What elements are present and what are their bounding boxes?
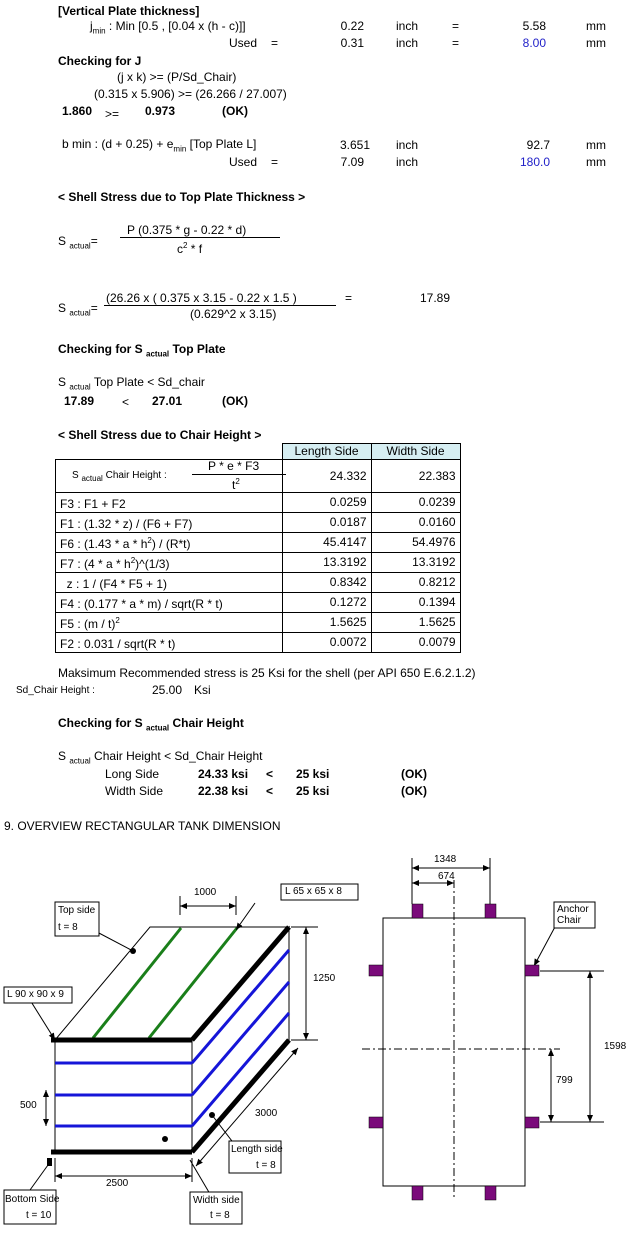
bottom-side-marker: [47, 1158, 52, 1166]
top-plate-op: <: [122, 395, 130, 409]
row-label: F4 : (0.177 * a * m) / sqrt(R * t): [56, 593, 283, 613]
jmin-formula: $j_{min}$ : Min [0.5 , [0.04 x (h - c)]]: [90, 19, 246, 36]
check-j-line2: (0.315 x 5.906) >= (26.266 / 27.007): [94, 87, 287, 101]
top-side-label: Top side: [58, 905, 96, 916]
check-j-val1: 1.860: [62, 104, 93, 118]
top-side-dot: [130, 948, 136, 954]
sactual-chair-label: S $_{actual}$ Chair Height : P * e * F3 $t^2$: [56, 460, 283, 493]
row-label: F5 : (m / t)$^2$: [56, 613, 283, 633]
row-width-value: 0.0079: [371, 633, 460, 653]
overview-heading: 9. OVERVIEW RECTANGULAR TANK DIMENSION: [4, 819, 281, 833]
used-unit-inch: inch: [396, 36, 419, 50]
used-inch: 0.31: [340, 36, 364, 50]
top-plate-ok: (OK): [222, 394, 248, 408]
long-side-ok: (OK): [401, 767, 427, 781]
check-j-line1: (j x k) >= (P/Sd_Chair): [117, 70, 237, 84]
side-stiffener-2: [192, 982, 289, 1095]
top-stiffener-2: [149, 928, 237, 1038]
long-side-label: Long Side: [105, 767, 160, 781]
formula1-numerator: P (0.375 * g - 0.22 * d): [127, 223, 247, 237]
width-side-limit: 25 ksi: [296, 784, 330, 798]
length-side-t: t = 8: [256, 1160, 276, 1171]
l65-label: L 65 x 65 x 8: [285, 886, 342, 897]
row-length-value: 0.0259: [282, 493, 371, 513]
shell-top-heading: < Shell Stress due to Top Plate Thickness >: [58, 190, 306, 204]
long-side-op: <: [266, 767, 274, 781]
row-label: F2 : 0.031 / sqrt(R * t): [56, 633, 283, 653]
sactual-chair-length: 24.332: [282, 460, 371, 493]
dim-1348: 1348: [434, 854, 457, 865]
dim-674: 674: [438, 871, 455, 882]
anchor-label: Anchor: [557, 904, 589, 915]
check-j-heading: Checking for J: [58, 54, 142, 68]
row-length-value: 0.1272: [282, 593, 371, 613]
check-j-val2: 0.973: [145, 104, 176, 118]
jmin-inch: 0.22: [340, 19, 364, 33]
bmin-used-eq: =: [271, 155, 279, 169]
row-length-value: 0.8342: [282, 573, 371, 593]
recommend-text: Maksimum Recommended stress is 25 Ksi for the shell (per API 650 E.6.2.1.2): [58, 666, 476, 680]
row-width-value: 0.1394: [371, 593, 460, 613]
check-chair-heading: Checking for S $_{actual}$ Chair Height: [58, 716, 244, 733]
jmin-eq: =: [452, 19, 460, 33]
dim-799: 799: [556, 1075, 573, 1086]
length-side-label: Length side: [231, 1144, 283, 1155]
bottom-side-t: t = 10: [26, 1210, 52, 1221]
bmin-mm: 92.7: [526, 138, 550, 152]
bmin-used-unit-inch: inch: [396, 155, 419, 169]
top-plate-v1: 17.89: [64, 394, 95, 408]
sd-chair-value: 25.00: [152, 683, 183, 697]
width-side-t: t = 8: [210, 1210, 230, 1221]
used-unit-mm: mm: [586, 36, 606, 50]
formula2-value: 17.89: [420, 291, 451, 305]
l90-label: L 90 x 90 x 9: [7, 989, 64, 1000]
used-eq2: =: [452, 36, 460, 50]
chair-label: Chair: [557, 915, 581, 926]
dim-500: 500: [20, 1100, 37, 1111]
bmin-used-unit-mm: mm: [586, 155, 606, 169]
shell-chair-heading: < Shell Stress due to Chair Height >: [58, 428, 262, 442]
jmin-unit-inch: inch: [396, 19, 419, 33]
bmin-formula: b min : $(d + 0.25) + e_{min}$ [Top Plate L]: [62, 137, 257, 154]
bmin-used-label: Used: [229, 155, 258, 169]
width-side-label: Width Side: [105, 784, 164, 798]
width-side-ok: (OK): [401, 784, 427, 798]
row-width-value: 0.0160: [371, 513, 460, 533]
long-side-limit: 25 ksi: [296, 767, 330, 781]
formula2-denominator: (0.629^2 x 3.15): [190, 307, 277, 321]
sactual-chair-den: $t^2$: [232, 477, 240, 492]
check-j-ok: (OK): [222, 104, 248, 118]
bmin-inch: 3.651: [339, 138, 370, 152]
row-label: F6 : (1.43 * a * $h^2) / (R*t)$: [56, 533, 283, 553]
bmin-used-inch: 7.09: [340, 155, 364, 169]
dim-1250: 1250: [313, 973, 336, 984]
dim-1000: 1000: [194, 887, 217, 898]
dim-2500: 2500: [106, 1178, 129, 1189]
bottom-side-label: Bottom Side: [5, 1194, 60, 1205]
check-top-plate-heading: Checking for S $_{actual}$ Top Plate: [58, 342, 226, 359]
bmin-unit-inch: inch: [396, 138, 419, 152]
width-side-label: Width side: [193, 1195, 240, 1206]
bottom-angle-side: [192, 1040, 289, 1152]
row-label: F3 : F1 + F2: [56, 493, 283, 513]
used-label: Used: [229, 36, 258, 50]
width-side-value: 22.38 ksi: [198, 784, 249, 798]
used-eq: =: [271, 36, 279, 50]
row-width-value: 0.8212: [371, 573, 460, 593]
sactual-label-1: S $_{actual}$=: [58, 234, 98, 251]
sactual-chair-width: 22.383: [371, 460, 460, 493]
long-side-value: 24.33 ksi: [198, 767, 249, 781]
top-plate-compare: S $_{actual}$ Top Plate < Sd_chair: [58, 375, 205, 392]
col-width-side: Width Side: [371, 444, 460, 460]
row-label: F7 : (4 * a * $h^2)\^{}(1/3)$: [56, 553, 283, 573]
row-label: F1 : (1.32 * z) / (F6 + F7): [56, 513, 283, 533]
vertical-plate-heading: [Vertical Plate thickness]: [58, 4, 200, 18]
top-stiffener-1: [93, 928, 181, 1038]
width-side-dot: [162, 1136, 168, 1142]
sactual-chair-num: P * e * F3: [208, 459, 260, 473]
check-j-op: >=: [105, 107, 120, 121]
row-width-value: 54.4976: [371, 533, 460, 553]
length-side-dot: [209, 1112, 215, 1118]
row-width-value: 13.3192: [371, 553, 460, 573]
col-length-side: Length Side: [282, 444, 371, 460]
row-label: z : 1 / (F4 * F5 + 1): [56, 573, 283, 593]
dim-3000: 3000: [255, 1108, 278, 1119]
bmin-used-mm: 180.0: [519, 155, 550, 169]
used-mm: 8.00: [522, 36, 546, 50]
sactual-label-2: S $_{actual}$=: [58, 301, 98, 318]
top-angle-side: [192, 927, 289, 1040]
top-plate-v2: 27.01: [152, 394, 183, 408]
row-length-value: 13.3192: [282, 553, 371, 573]
row-length-value: 0.0187: [282, 513, 371, 533]
sd-chair-unit: Ksi: [194, 683, 211, 697]
row-length-value: 45.4147: [282, 533, 371, 553]
top-side-t: t = 8: [58, 922, 78, 933]
chair-compare: S $_{actual}$ Chair Height < Sd_Chair Height: [58, 749, 263, 766]
sd-chair-label: Sd_Chair Height :: [16, 685, 95, 696]
row-length-value: 1.5625: [282, 613, 371, 633]
row-length-value: 0.0072: [282, 633, 371, 653]
formula2-eq: =: [345, 291, 353, 305]
row-width-value: 0.0239: [371, 493, 460, 513]
formula1-denominator: $c^2$ * f: [177, 241, 203, 256]
bmin-unit-mm: mm: [586, 138, 606, 152]
formula2-numerator: (26.26 x ( 0.375 x 3.15 - 0.22 x 1.5 ): [106, 291, 297, 305]
jmin-unit-mm: mm: [586, 19, 606, 33]
dim-1598: 1598: [604, 1041, 627, 1052]
jmin-mm: 5.58: [522, 19, 546, 33]
width-side-op: <: [266, 784, 274, 798]
row-width-value: 1.5625: [371, 613, 460, 633]
